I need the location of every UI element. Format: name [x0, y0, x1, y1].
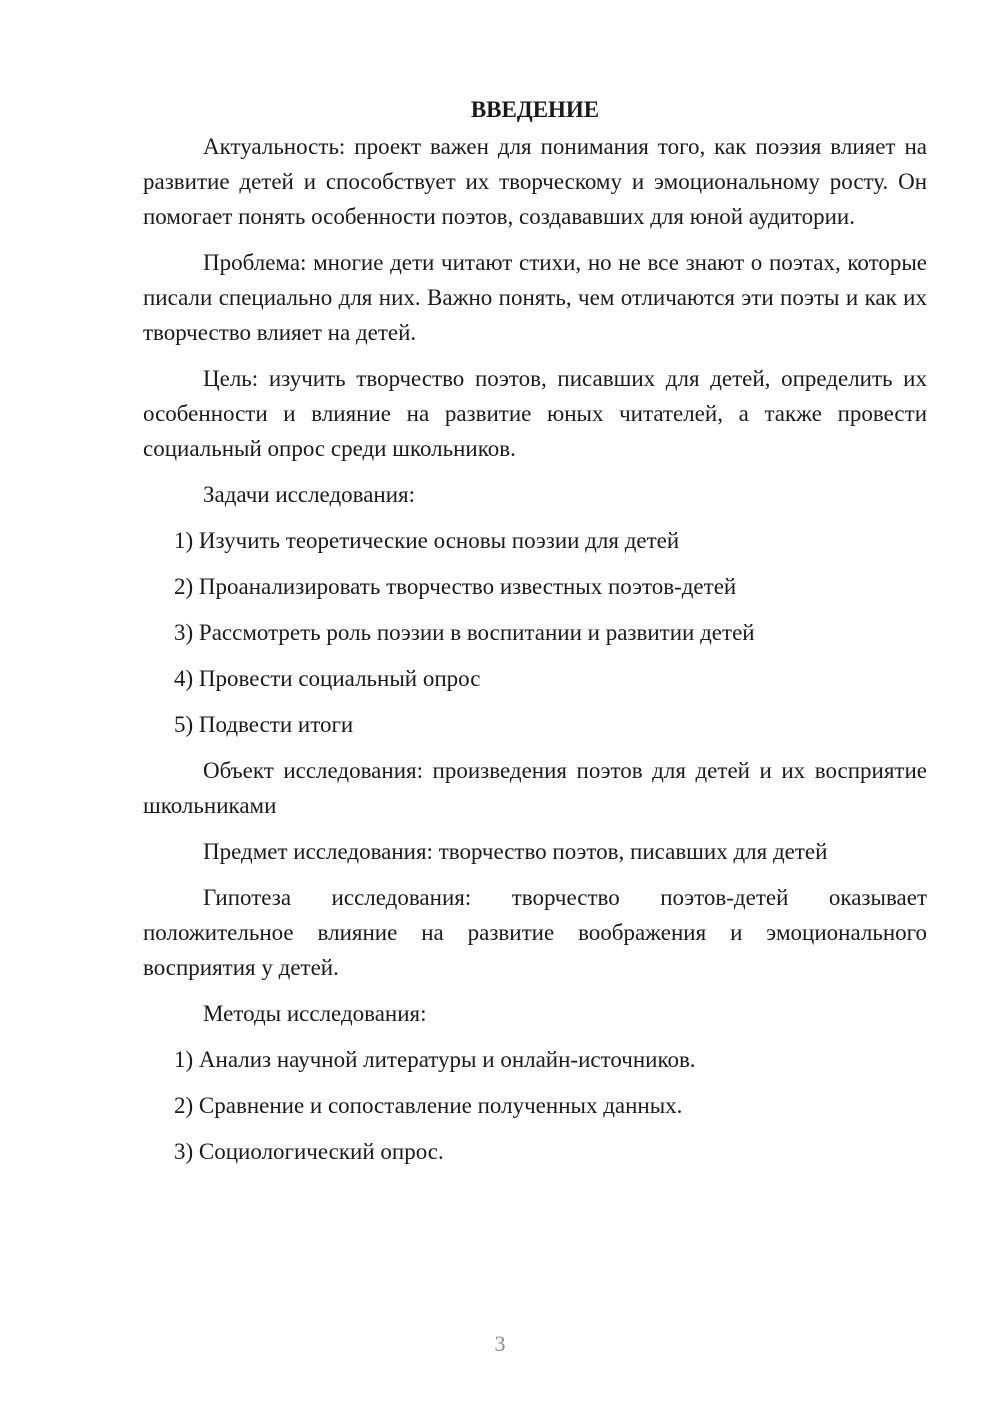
method-item: 3) Социологический опрос.	[174, 1139, 444, 1164]
method-item: 1) Анализ научной литературы и онлайн-источников.	[174, 1047, 696, 1072]
task-item: 4) Провести социальный опрос	[174, 666, 481, 691]
page-number: 3	[494, 1331, 506, 1356]
task-item: 5) Подвести итоги	[174, 712, 354, 737]
task-item: 2) Проанализировать творчество известных поэтов-детей	[174, 574, 737, 599]
problem-paragraph: Проблема: многие дети читают стихи, но не все знают о поэтах, которые писали специально для них. Важно понять, чем отличаются эти поэты и как их творчество влияет на детей.	[143, 250, 927, 345]
methods-title: Методы исследования:	[203, 1001, 427, 1026]
object-paragraph: Объект исследования: произведения поэтов для детей и их восприятие школьниками	[143, 758, 927, 818]
subject-paragraph: Предмет исследования: творчество поэтов, писавших для детей	[203, 839, 828, 864]
goal-paragraph: Цель: изучить творчество поэтов, писавших для детей, определить их особенности и влияние на развитие юных читателей, а также провести социальный опрос среди школьников.	[143, 366, 927, 461]
task-item: 3) Рассмотреть роль поэзии в воспитании и развитии детей	[174, 620, 755, 645]
relevance-paragraph: Актуальность: проект важен для понимания того, как поэзия влияет на развитие детей и способствует их творческому и эмоциональному росту. Он помогает понять особенности поэтов, создававших для юной аудитории.	[143, 134, 927, 229]
page-content	[143, 92, 927, 1180]
task-item: 1) Изучить теоретические основы поэзии для детей	[174, 528, 680, 553]
hypothesis-paragraph: Гипотеза исследования: творчество поэтов-детей оказывает положительное влияние на развитие воображения и эмоционального восприятия у детей.	[143, 885, 927, 980]
method-item: 2) Сравнение и сопоставление полученных данных.	[174, 1093, 683, 1118]
tasks-title: Задачи исследования:	[203, 482, 416, 507]
section-heading: ВВЕДЕНИЕ	[470, 97, 600, 122]
